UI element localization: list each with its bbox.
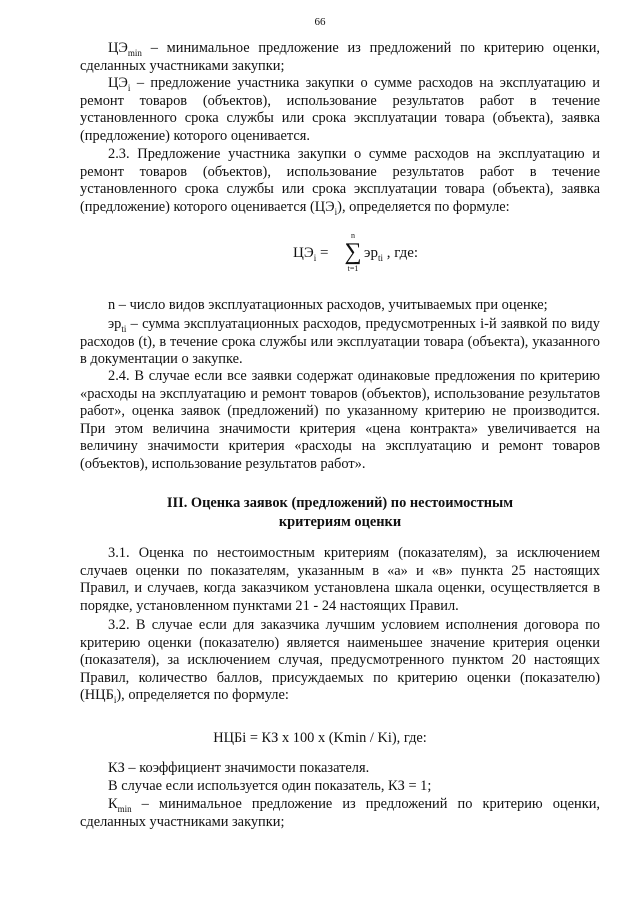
formula-tail: , где: bbox=[382, 245, 419, 261]
symbol-sub: i bbox=[127, 82, 131, 93]
paragraph-3-1: 3.1. Оценка по нестоимостным критериям (показателям), за исключением случаев оценки по показателям, указанным в «а» и «в» пункта 25 настоящих Правил, и случаев, когда заказчиком установлена шкала оценки, осуществляется в порядке, установленном пунктами 21 - 24 настоящих Правил. bbox=[80, 545, 600, 614]
paragraph-k-min bbox=[80, 796, 600, 831]
paragraph-3-2 bbox=[80, 617, 600, 705]
sum-upper-limit: n bbox=[351, 231, 355, 240]
sum-symbol bbox=[343, 231, 363, 273]
definition-text: – сумма эксплуатационных расходов, предусмотренных i-й заявкой по виду расходов (t), в течение срока службы или эксплуатации товара (объекта), указанного в документации о закупке. bbox=[80, 316, 600, 368]
paragraph-n: n – число видов эксплуатационных расходов, учитываемых при оценке; bbox=[108, 297, 548, 313]
formula-lhs-sub: i bbox=[313, 253, 317, 263]
sum-lower-limit: t=1 bbox=[347, 264, 359, 273]
symbol: ЦЭ bbox=[108, 40, 128, 56]
symbol: эр bbox=[108, 316, 122, 332]
definition-text: – минимальное предложение из предложений по критерию оценки, сделанных участниками закупки; bbox=[80, 40, 600, 74]
paragraph-text: 3.2. В случае если для заказчика лучшим условием исполнения договора по критерию оценки (показателю) является наименьшее значение критерия оценки (показателя), за исключением случая, предусмотренного пунктом 20 настоящих Правил, количество баллов, присуждаемых по критерию оценки (показателю) (НЦБ bbox=[80, 617, 600, 704]
definition-text: – предложение участника закупки о сумме расходов на эксплуатацию и ремонт товаров (объектов), использование результатов работ в течение установленного срока службы или срока эксплуатации товара (объекта), заявка (предложение) которого оценивается. bbox=[80, 75, 600, 144]
paragraph-2-3 bbox=[80, 146, 600, 216]
page-number: 66 bbox=[314, 16, 326, 28]
formula-rhs-sub: ti bbox=[377, 253, 383, 263]
paragraph-er-ti bbox=[80, 316, 600, 369]
symbol-sub: min bbox=[117, 803, 132, 814]
symbol-sub: i bbox=[334, 206, 338, 217]
section-heading bbox=[80, 494, 600, 532]
definition-text: – минимальное предложение из предложений по критерию оценки, сделанных участниками закупки; bbox=[80, 796, 600, 830]
heading-line-1: III. Оценка заявок (предложений) по нестоимостным bbox=[166, 495, 514, 511]
paragraph-2-4: 2.4. В случае если все заявки содержат одинаковые предложения по критерию «расходы на эксплуатацию и ремонт товаров (объектов), использование результатов работ», оценка заявок (предложений) по указанному критерию не производится. При этом величина значимости критерия «цена контракта» увеличивается на величину значимости критерия «расходы на эксплуатацию и ремонт товаров (объектов), использование результатов работ». bbox=[80, 368, 600, 472]
formula-non-cost-score: НЦБi = КЗ x 100 x (Kmin / Ki), где: bbox=[213, 730, 427, 746]
paragraph-text: 2.3. Предложение участника закупки о сумме расходов на эксплуатацию и ремонт товаров (объектов), использование результатов работ в течение установленного срока службы или срока эксплуатации товара (объекта), заявка (предложение) которого оценивается (ЦЭ bbox=[80, 146, 600, 215]
paragraph-tse-min bbox=[80, 40, 600, 75]
paragraph-tail: ), определяется по формуле: bbox=[116, 687, 289, 704]
paragraph-tail: ), определяется по формуле: bbox=[337, 198, 510, 215]
paragraph-kz-one: В случае если используется один показатель, КЗ = 1; bbox=[108, 778, 432, 794]
symbol: К bbox=[108, 796, 118, 812]
paragraph-kz: КЗ – коэффициент значимости показателя. bbox=[108, 760, 370, 776]
symbol-sub: min bbox=[127, 47, 142, 58]
formula-equals: = bbox=[316, 245, 329, 261]
heading-line-2: критериям оценки bbox=[278, 514, 402, 530]
symbol-sub: ti bbox=[121, 323, 127, 334]
symbol: ЦЭ bbox=[108, 75, 128, 91]
paragraph-tse-i bbox=[80, 75, 600, 145]
sigma-icon: ∑ bbox=[344, 239, 362, 265]
formula-rhs: эр bbox=[364, 245, 378, 261]
formula-lhs: ЦЭ bbox=[293, 245, 314, 261]
symbol-sub: i bbox=[113, 695, 117, 706]
